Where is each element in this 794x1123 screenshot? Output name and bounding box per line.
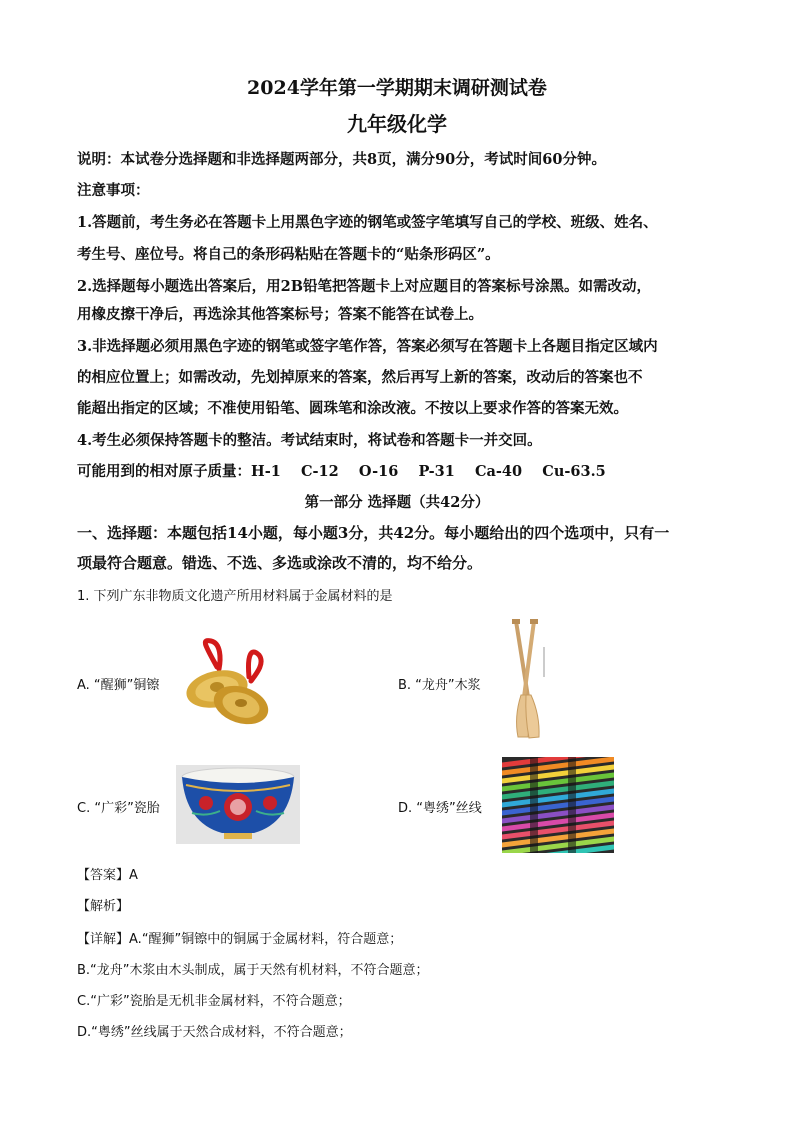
detail-d: D.“粤绣”丝线属于天然合成材料，不符合题意； xyxy=(77,1025,352,1040)
option-d-label: D. “粤绣”丝线 xyxy=(398,801,482,816)
note-3-line-2: 的相应位置上；如需改动，先划掉原来的答案，然后再写上新的答案，改动后的答案也不 xyxy=(77,369,643,386)
note-3-line-1: 3.非选择题必须用黑色字迹的钢笔或签字笔作答，答案必须写在答题卡上各题目指定区域内 xyxy=(77,338,658,355)
section-1-line-1: 一、选择题：本题包括14小题，每小题3分，共42分。每小题给出的四个选项中，只有一 xyxy=(77,524,670,542)
detail-c: C.“广彩”瓷胎是无机非金属材料，不符合题意； xyxy=(77,994,351,1009)
answer-value: A xyxy=(129,868,138,883)
detail-label: 【详解】 xyxy=(77,932,130,947)
note-4: 4.考生必须保持答题卡的整洁。考试结束时，将试卷和答题卡一并交回。 xyxy=(77,432,542,449)
notes-heading: 注意事项： xyxy=(77,182,150,199)
question-1-stem: 1. 下列广东非物质文化遗产所用材料属于金属材料的是 xyxy=(77,589,393,604)
answer-label: 【答案】 xyxy=(77,868,130,883)
porcelain-bowl-image xyxy=(176,765,300,844)
exam-title: 2024学年第一学期期末调研测试卷 xyxy=(247,77,547,99)
exam-description: 说明：本试卷分选择题和非选择题两部分，共8页，满分90分，考试时间60分钟。 xyxy=(77,151,606,168)
option-a-label: A. “醒狮”铜镲 xyxy=(77,678,160,693)
part-1-heading: 第一部分 选择题（共42分） xyxy=(304,494,490,511)
note-2-line-1: 2.选择题每小题选出答案后，用2B铅笔把答题卡上对应题目的答案标号涂黑。如需改动， xyxy=(77,278,651,295)
note-1-line-2: 考生号、座位号。将自己的条形码粘贴在答题卡的“贴条形码区”。 xyxy=(77,246,500,263)
exam-subtitle: 九年级化学 xyxy=(347,112,447,136)
answer-line xyxy=(77,864,138,883)
option-b-label: B. “龙舟”木浆 xyxy=(398,678,481,693)
detail-b: B.“龙舟”木浆由木头制成，属于天然有机材料，不符合题意； xyxy=(77,963,429,978)
atomic-masses: 可能用到的相对原子质量：H-1 C-12 O-16 P-31 Ca-40 Cu-63.5 xyxy=(77,463,606,480)
detail-a-text: A.“醒狮”铜镲中的铜属于金属材料，符合题意； xyxy=(129,932,403,947)
silk-threads-image xyxy=(502,757,614,853)
analysis-label: 【解析】 xyxy=(77,899,130,914)
option-c-label: C. “广彩”瓷胎 xyxy=(77,801,160,816)
section-1-line-2: 项最符合题意。错选、不选、多选或涂改不清的，均不给分。 xyxy=(77,554,483,572)
note-2-line-2: 用橡皮擦干净后，再选涂其他答案标号；答案不能答在试卷上。 xyxy=(77,306,483,323)
note-3-line-3: 能超出指定的区域；不准使用铅笔、圆珠笔和涂改液。不按以上要求作答的答案无效。 xyxy=(77,400,628,417)
oars-image xyxy=(498,617,550,741)
cymbals-image xyxy=(177,637,271,729)
detail-a xyxy=(77,928,402,947)
note-1-line-1: 1.答题前，考生务必在答题卡上用黑色字迹的钢笔或签字笔填写自己的学校、班级、姓名、 xyxy=(77,214,658,231)
